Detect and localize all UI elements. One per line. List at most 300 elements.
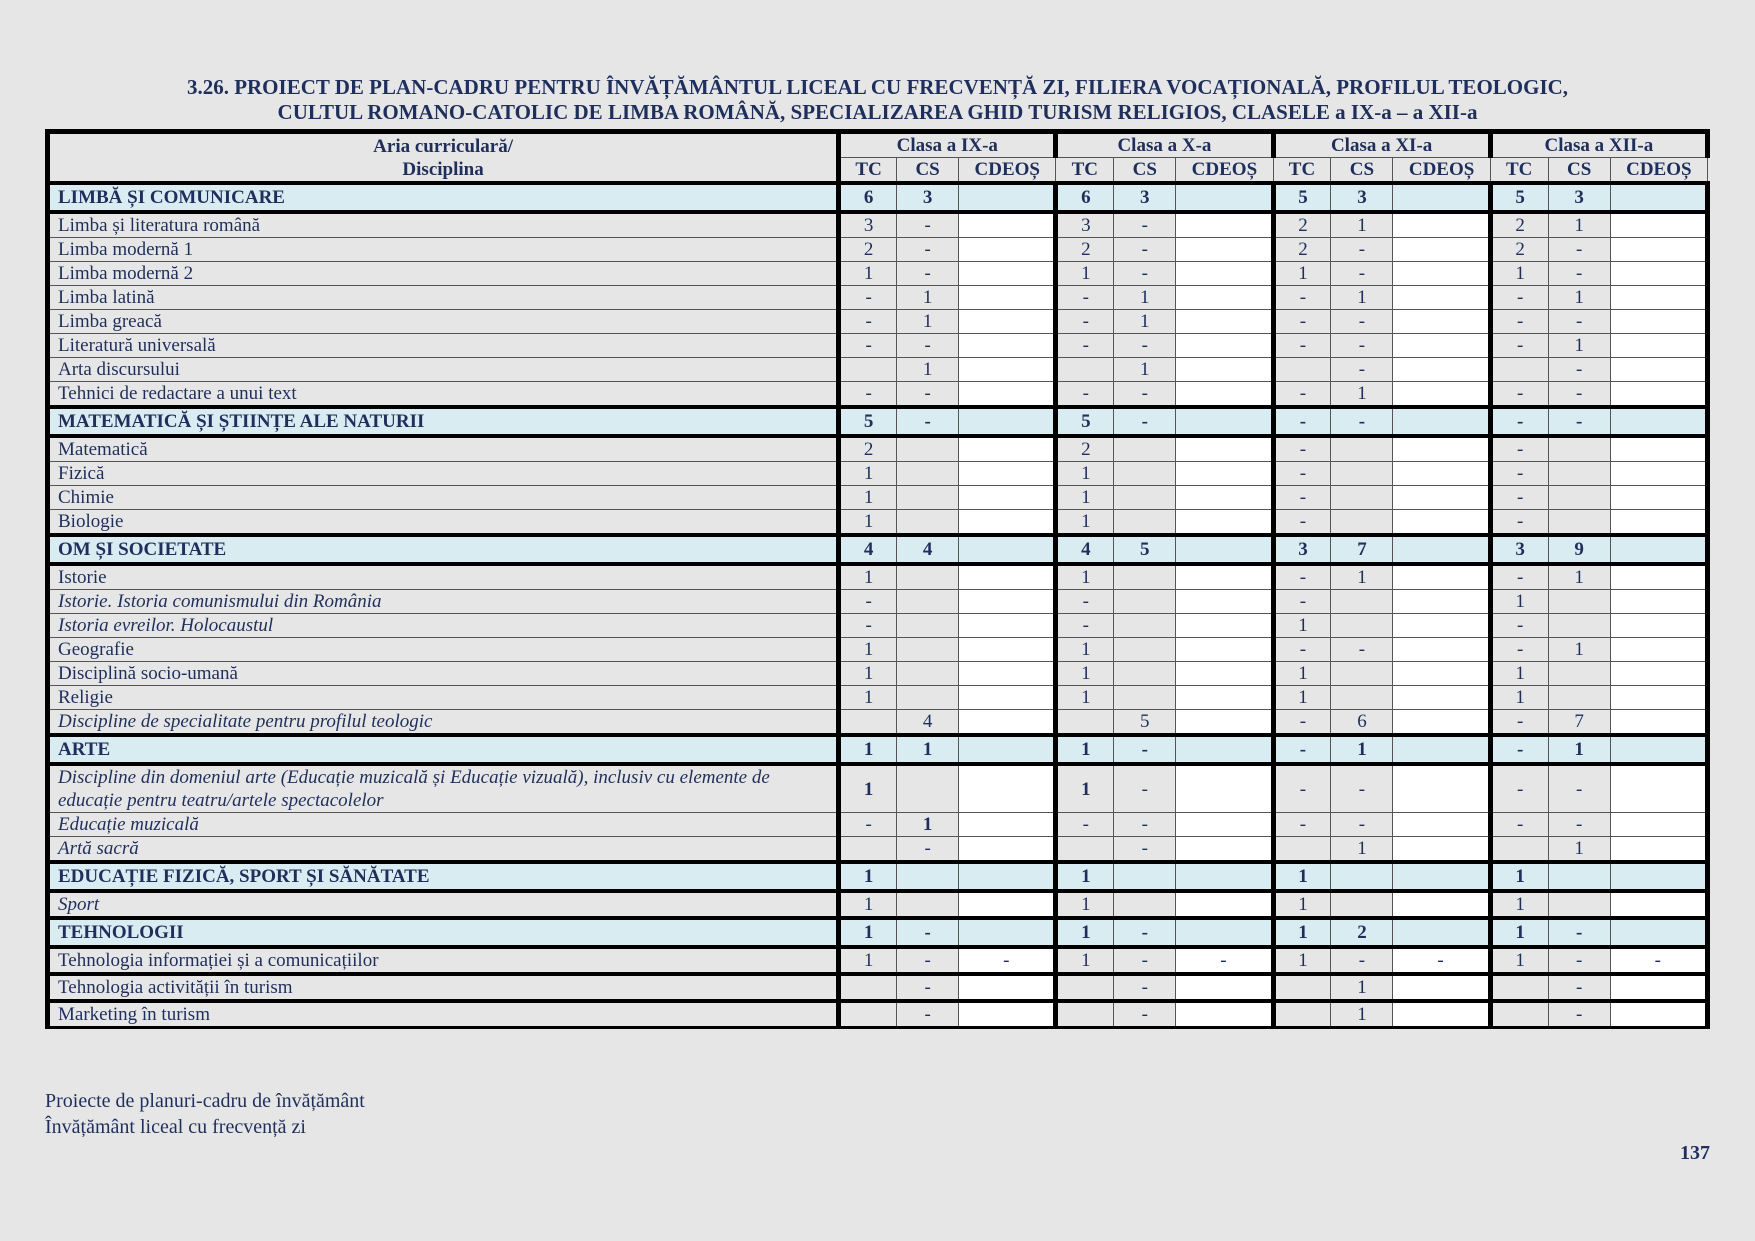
cdeos-cell bbox=[1393, 662, 1490, 686]
cdeos-cell bbox=[1393, 735, 1490, 764]
discipline-name: LIMBĂ ȘI COMUNICARE bbox=[48, 183, 839, 212]
curriculum-table bbox=[45, 129, 1710, 1029]
tc-cell: 5 bbox=[1056, 407, 1114, 436]
cdeos-cell bbox=[959, 764, 1056, 813]
cs-cell: - bbox=[1114, 382, 1176, 408]
cs-cell bbox=[1331, 686, 1393, 710]
cs-cell: 4 bbox=[897, 710, 959, 736]
cdeos-cell bbox=[959, 382, 1056, 408]
table-row bbox=[48, 1001, 1708, 1028]
tc-cell: 1 bbox=[1056, 638, 1114, 662]
tc-cell: - bbox=[1490, 638, 1548, 662]
cs-cell: 3 bbox=[1548, 183, 1610, 212]
cs-cell: 1 bbox=[1548, 638, 1610, 662]
tc-cell: - bbox=[1490, 286, 1548, 310]
tc-cell: 1 bbox=[839, 735, 897, 764]
cs-cell: 3 bbox=[897, 183, 959, 212]
tc-cell: 1 bbox=[839, 947, 897, 974]
cs-cell: - bbox=[1548, 918, 1610, 947]
tc-cell: - bbox=[1490, 407, 1548, 436]
footer-line-2: Învățământ liceal cu frecvență zi bbox=[45, 1116, 306, 1138]
title-line-2: CULTUL ROMANO-CATOLIC DE LIMBA ROMÂNĂ, SPECIALIZAREA GHID TURISM RELIGIOS, CLASELE a IX-a – a XII-a bbox=[277, 100, 1478, 124]
cdeos-cell bbox=[1176, 183, 1273, 212]
cdeos-cell bbox=[1176, 891, 1273, 918]
cdeos-cell bbox=[959, 564, 1056, 590]
cs-cell: 1 bbox=[897, 813, 959, 837]
cdeos-cell bbox=[959, 358, 1056, 382]
cdeos-cell bbox=[959, 813, 1056, 837]
cdeos-cell bbox=[1393, 310, 1490, 334]
tc-cell: 2 bbox=[1490, 238, 1548, 262]
cdeos-cell bbox=[1610, 813, 1707, 837]
tc-cell: - bbox=[1273, 486, 1331, 510]
cdeos-cell bbox=[1610, 735, 1707, 764]
discipline-name: Matematică bbox=[48, 436, 839, 462]
page-number: 137 bbox=[1680, 1142, 1710, 1164]
cs-cell bbox=[1114, 662, 1176, 686]
table-body bbox=[48, 183, 1708, 1028]
cdeos-cell bbox=[959, 837, 1056, 863]
discipline-name: MATEMATICĂ ȘI ȘTIINȚE ALE NATURII bbox=[48, 407, 839, 436]
cs-cell bbox=[1331, 486, 1393, 510]
cdeos-cell bbox=[1393, 462, 1490, 486]
tc-cell: 3 bbox=[839, 212, 897, 238]
cs-cell bbox=[1114, 436, 1176, 462]
cdeos-cell bbox=[1610, 334, 1707, 358]
cdeos-cell bbox=[959, 686, 1056, 710]
cdeos-cell bbox=[1176, 407, 1273, 436]
cs-cell: 3 bbox=[1114, 183, 1176, 212]
tc-cell: - bbox=[1490, 764, 1548, 813]
cs-cell: - bbox=[1114, 947, 1176, 974]
tc-cell: 1 bbox=[839, 638, 897, 662]
cdeos-cell bbox=[1176, 310, 1273, 334]
class-header: Clasa a XII-a bbox=[1490, 132, 1707, 158]
tc-cell: 1 bbox=[1273, 918, 1331, 947]
sub-header-cdeos: CDEOȘ bbox=[959, 158, 1056, 184]
cdeos-cell bbox=[1393, 436, 1490, 462]
cs-cell: 1 bbox=[1331, 735, 1393, 764]
tc-cell bbox=[839, 974, 897, 1001]
cs-cell bbox=[1331, 510, 1393, 536]
table-row bbox=[48, 358, 1708, 382]
table-row bbox=[48, 891, 1708, 918]
tc-cell: 1 bbox=[839, 510, 897, 536]
sub-header-tc: TC bbox=[1056, 158, 1114, 184]
tc-cell bbox=[1273, 1001, 1331, 1028]
cdeos-cell bbox=[959, 286, 1056, 310]
table-row bbox=[48, 662, 1708, 686]
cdeos-cell: - bbox=[1393, 947, 1490, 974]
discipline-name: Limba greacă bbox=[48, 310, 839, 334]
cdeos-cell bbox=[1610, 382, 1707, 408]
cs-cell: 1 bbox=[1331, 1001, 1393, 1028]
discipline-name: TEHNOLOGII bbox=[48, 918, 839, 947]
cdeos-cell bbox=[959, 891, 1056, 918]
cdeos-cell bbox=[1176, 212, 1273, 238]
tc-cell bbox=[1056, 974, 1114, 1001]
table-row bbox=[48, 764, 1708, 813]
sub-header-tc: TC bbox=[839, 158, 897, 184]
cdeos-cell bbox=[1393, 535, 1490, 564]
discipline-name: Educație muzicală bbox=[48, 813, 839, 837]
cs-cell: - bbox=[1548, 764, 1610, 813]
cdeos-cell bbox=[1176, 286, 1273, 310]
cdeos-cell bbox=[1176, 486, 1273, 510]
tc-cell bbox=[839, 837, 897, 863]
cs-cell bbox=[1548, 862, 1610, 891]
cdeos-cell bbox=[1176, 710, 1273, 736]
cs-cell: - bbox=[1331, 358, 1393, 382]
cdeos-cell bbox=[1176, 382, 1273, 408]
discipline-name: Istorie bbox=[48, 564, 839, 590]
tc-cell: 1 bbox=[839, 662, 897, 686]
tc-cell: 2 bbox=[1056, 238, 1114, 262]
cdeos-cell bbox=[1176, 686, 1273, 710]
cs-cell: - bbox=[1548, 1001, 1610, 1028]
cdeos-cell bbox=[959, 1001, 1056, 1028]
cs-cell: - bbox=[897, 947, 959, 974]
cdeos-cell bbox=[1393, 564, 1490, 590]
cdeos-cell bbox=[1610, 891, 1707, 918]
tc-cell: - bbox=[1273, 813, 1331, 837]
tc-cell: - bbox=[1273, 510, 1331, 536]
tc-cell bbox=[1490, 837, 1548, 863]
discipline-name: Limba modernă 2 bbox=[48, 262, 839, 286]
category-row bbox=[48, 918, 1708, 947]
cdeos-cell bbox=[959, 334, 1056, 358]
discipline-name: Istorie. Istoria comunismului din România bbox=[48, 590, 839, 614]
cs-cell: - bbox=[1114, 837, 1176, 863]
tc-cell bbox=[839, 1001, 897, 1028]
cs-cell: - bbox=[1114, 238, 1176, 262]
table-row bbox=[48, 614, 1708, 638]
tc-cell: 1 bbox=[839, 262, 897, 286]
cdeos-cell bbox=[959, 462, 1056, 486]
category-row bbox=[48, 862, 1708, 891]
table-row bbox=[48, 334, 1708, 358]
tc-cell: 1 bbox=[1056, 662, 1114, 686]
tc-cell: 1 bbox=[1490, 891, 1548, 918]
cdeos-cell bbox=[959, 407, 1056, 436]
table-row bbox=[48, 710, 1708, 736]
tc-cell: 6 bbox=[839, 183, 897, 212]
table-row bbox=[48, 974, 1708, 1001]
category-row bbox=[48, 535, 1708, 564]
cs-cell: - bbox=[897, 407, 959, 436]
cdeos-cell bbox=[1393, 334, 1490, 358]
tc-cell: - bbox=[1056, 286, 1114, 310]
table-row bbox=[48, 238, 1708, 262]
tc-cell: - bbox=[1273, 590, 1331, 614]
tc-cell: 6 bbox=[1056, 183, 1114, 212]
cs-cell bbox=[1114, 564, 1176, 590]
cdeos-cell bbox=[1393, 862, 1490, 891]
table-row bbox=[48, 262, 1708, 286]
cs-cell bbox=[1548, 686, 1610, 710]
cs-cell: - bbox=[1548, 262, 1610, 286]
cdeos-cell bbox=[1176, 1001, 1273, 1028]
sub-header-cs: CS bbox=[1548, 158, 1610, 184]
cs-cell: 1 bbox=[1114, 358, 1176, 382]
tc-cell: - bbox=[839, 382, 897, 408]
cs-cell bbox=[1331, 590, 1393, 614]
cdeos-cell bbox=[1176, 590, 1273, 614]
cdeos-cell bbox=[1176, 813, 1273, 837]
tc-cell: 1 bbox=[1490, 662, 1548, 686]
cs-cell bbox=[897, 764, 959, 813]
cs-cell: - bbox=[1548, 238, 1610, 262]
cs-cell: - bbox=[1548, 358, 1610, 382]
cdeos-cell bbox=[1393, 1001, 1490, 1028]
cs-cell: - bbox=[897, 212, 959, 238]
cs-cell: 7 bbox=[1548, 710, 1610, 736]
cs-cell: 4 bbox=[897, 535, 959, 564]
tc-cell: 1 bbox=[839, 918, 897, 947]
sub-header-tc: TC bbox=[1273, 158, 1331, 184]
discipline-name: Religie bbox=[48, 686, 839, 710]
cs-cell: 1 bbox=[1114, 310, 1176, 334]
area-header bbox=[48, 132, 839, 184]
tc-cell: - bbox=[1273, 638, 1331, 662]
category-row bbox=[48, 735, 1708, 764]
cdeos-cell: - bbox=[1176, 947, 1273, 974]
cs-cell: 1 bbox=[897, 358, 959, 382]
tc-cell: - bbox=[1056, 310, 1114, 334]
cs-cell: - bbox=[897, 382, 959, 408]
tc-cell: - bbox=[839, 614, 897, 638]
sub-header-cs: CS bbox=[1114, 158, 1176, 184]
cdeos-cell bbox=[959, 183, 1056, 212]
tc-cell: 1 bbox=[839, 764, 897, 813]
document-title bbox=[45, 75, 1710, 125]
footer-line-1: Proiecte de planuri-cadru de învățământ bbox=[45, 1090, 365, 1112]
cdeos-cell bbox=[1393, 918, 1490, 947]
cs-cell: - bbox=[1548, 813, 1610, 837]
tc-cell: - bbox=[1490, 813, 1548, 837]
cdeos-cell bbox=[1610, 535, 1707, 564]
cdeos-cell bbox=[959, 535, 1056, 564]
cdeos-cell bbox=[1610, 486, 1707, 510]
cs-cell: 1 bbox=[1548, 837, 1610, 863]
cs-cell: - bbox=[1114, 334, 1176, 358]
cs-cell: 5 bbox=[1114, 710, 1176, 736]
cdeos-cell bbox=[1393, 891, 1490, 918]
cdeos-cell bbox=[959, 590, 1056, 614]
tc-cell: 2 bbox=[839, 436, 897, 462]
cdeos-cell bbox=[1176, 358, 1273, 382]
sub-header-cs: CS bbox=[1331, 158, 1393, 184]
tc-cell: - bbox=[1490, 310, 1548, 334]
tc-cell: 1 bbox=[1273, 662, 1331, 686]
cs-cell: 1 bbox=[897, 286, 959, 310]
tc-cell: 1 bbox=[1490, 686, 1548, 710]
tc-cell: 3 bbox=[1490, 535, 1548, 564]
cs-cell bbox=[1114, 686, 1176, 710]
cdeos-cell bbox=[1610, 183, 1707, 212]
cdeos-cell bbox=[959, 662, 1056, 686]
discipline-name: Istoria evreilor. Holocaustul bbox=[48, 614, 839, 638]
cdeos-cell bbox=[1393, 407, 1490, 436]
cs-cell bbox=[897, 564, 959, 590]
cdeos-cell bbox=[1176, 862, 1273, 891]
cdeos-cell bbox=[959, 436, 1056, 462]
tc-cell: 1 bbox=[1056, 564, 1114, 590]
cs-cell: - bbox=[1114, 918, 1176, 947]
tc-cell: 1 bbox=[1490, 862, 1548, 891]
tc-cell: 3 bbox=[1273, 535, 1331, 564]
cs-cell bbox=[1114, 638, 1176, 662]
cdeos-cell bbox=[1610, 436, 1707, 462]
cdeos-cell bbox=[1176, 735, 1273, 764]
tc-cell bbox=[1056, 710, 1114, 736]
cs-cell bbox=[897, 462, 959, 486]
cs-cell bbox=[897, 614, 959, 638]
discipline-name: Discipline de specialitate pentru profilul teologic bbox=[48, 710, 839, 736]
cs-cell: 1 bbox=[1331, 837, 1393, 863]
cs-cell bbox=[1331, 662, 1393, 686]
cs-cell: - bbox=[1114, 1001, 1176, 1028]
cdeos-cell bbox=[1393, 382, 1490, 408]
cdeos-cell bbox=[1176, 262, 1273, 286]
tc-cell: 1 bbox=[1490, 590, 1548, 614]
cdeos-cell bbox=[1610, 614, 1707, 638]
cs-cell: - bbox=[897, 918, 959, 947]
tc-cell: 1 bbox=[839, 891, 897, 918]
header-row-classes bbox=[48, 132, 1708, 158]
discipline-name: Tehnologia informației și a comunicațiilor bbox=[48, 947, 839, 974]
cdeos-cell bbox=[1610, 510, 1707, 536]
table-row bbox=[48, 486, 1708, 510]
cdeos-cell bbox=[959, 974, 1056, 1001]
cdeos-cell bbox=[1176, 918, 1273, 947]
cdeos-cell bbox=[1176, 238, 1273, 262]
cdeos-cell bbox=[1176, 334, 1273, 358]
cs-cell: - bbox=[1548, 310, 1610, 334]
cs-cell bbox=[1548, 891, 1610, 918]
cdeos-cell bbox=[1176, 764, 1273, 813]
tc-cell: - bbox=[1273, 735, 1331, 764]
cs-cell: - bbox=[1548, 947, 1610, 974]
cs-cell: - bbox=[1331, 262, 1393, 286]
class-header: Clasa a X-a bbox=[1056, 132, 1273, 158]
table-row bbox=[48, 286, 1708, 310]
cdeos-cell bbox=[1176, 462, 1273, 486]
tc-cell: 5 bbox=[1273, 183, 1331, 212]
cs-cell: 7 bbox=[1331, 535, 1393, 564]
cdeos-cell: - bbox=[959, 947, 1056, 974]
cs-cell bbox=[1114, 462, 1176, 486]
cdeos-cell bbox=[1176, 510, 1273, 536]
table-row bbox=[48, 638, 1708, 662]
tc-cell: - bbox=[1273, 334, 1331, 358]
table-row bbox=[48, 310, 1708, 334]
cs-cell bbox=[1548, 436, 1610, 462]
tc-cell: 1 bbox=[1056, 862, 1114, 891]
tc-cell: 1 bbox=[1273, 891, 1331, 918]
tc-cell: 1 bbox=[1056, 486, 1114, 510]
cs-cell: - bbox=[1331, 764, 1393, 813]
cdeos-cell bbox=[1393, 510, 1490, 536]
cs-cell: - bbox=[1331, 407, 1393, 436]
cdeos-cell bbox=[1176, 837, 1273, 863]
class-header: Clasa a XI-a bbox=[1273, 132, 1490, 158]
sub-header-cdeos: CDEOȘ bbox=[1176, 158, 1273, 184]
cs-cell: - bbox=[897, 974, 959, 1001]
tc-cell: - bbox=[839, 813, 897, 837]
cdeos-cell bbox=[1610, 638, 1707, 662]
sub-header-tc: TC bbox=[1490, 158, 1548, 184]
table-row bbox=[48, 564, 1708, 590]
tc-cell: 1 bbox=[1490, 918, 1548, 947]
cdeos-cell bbox=[1393, 212, 1490, 238]
tc-cell: 1 bbox=[1273, 614, 1331, 638]
cs-cell bbox=[1114, 510, 1176, 536]
discipline-name: Biologie bbox=[48, 510, 839, 536]
cs-cell bbox=[897, 436, 959, 462]
cs-cell bbox=[1331, 462, 1393, 486]
tc-cell bbox=[839, 358, 897, 382]
cs-cell bbox=[1331, 436, 1393, 462]
tc-cell: 1 bbox=[1056, 891, 1114, 918]
discipline-name: Artă sacră bbox=[48, 837, 839, 863]
cs-cell: 1 bbox=[1548, 286, 1610, 310]
tc-cell: - bbox=[1056, 813, 1114, 837]
cdeos-cell bbox=[959, 710, 1056, 736]
tc-cell: - bbox=[1273, 462, 1331, 486]
tc-cell: 1 bbox=[1056, 262, 1114, 286]
discipline-name: Discipline din domeniul arte (Educație muzicală și Educație vizuală), inclusiv cu elemente de educație pentru teatru/artele spectacolelor bbox=[48, 764, 839, 813]
cs-cell: - bbox=[1114, 764, 1176, 813]
cdeos-cell bbox=[1393, 764, 1490, 813]
cdeos-cell bbox=[1393, 614, 1490, 638]
tc-cell bbox=[1273, 358, 1331, 382]
cs-cell: - bbox=[897, 238, 959, 262]
cs-cell: - bbox=[1548, 407, 1610, 436]
cs-cell bbox=[1548, 462, 1610, 486]
tc-cell: - bbox=[839, 310, 897, 334]
tc-cell: - bbox=[839, 590, 897, 614]
area-header-line-1: Aria curriculară/ bbox=[373, 135, 513, 157]
cdeos-cell bbox=[1610, 590, 1707, 614]
tc-cell: - bbox=[1273, 564, 1331, 590]
tc-cell bbox=[1056, 358, 1114, 382]
tc-cell bbox=[1273, 974, 1331, 1001]
discipline-name: Limba și literatura română bbox=[48, 212, 839, 238]
cs-cell: - bbox=[1114, 813, 1176, 837]
tc-cell: 2 bbox=[1273, 238, 1331, 262]
cs-cell bbox=[897, 862, 959, 891]
tc-cell: 3 bbox=[1056, 212, 1114, 238]
tc-cell: 2 bbox=[1490, 212, 1548, 238]
discipline-name: Chimie bbox=[48, 486, 839, 510]
sub-header-cdeos: CDEOȘ bbox=[1393, 158, 1490, 184]
tc-cell: 1 bbox=[1056, 462, 1114, 486]
cdeos-cell bbox=[1610, 837, 1707, 863]
cdeos-cell bbox=[959, 862, 1056, 891]
table-row bbox=[48, 462, 1708, 486]
discipline-name: Tehnici de redactare a unui text bbox=[48, 382, 839, 408]
tc-cell: 1 bbox=[1056, 947, 1114, 974]
cdeos-cell bbox=[959, 735, 1056, 764]
tc-cell: 2 bbox=[839, 238, 897, 262]
cs-cell: 1 bbox=[1331, 564, 1393, 590]
cdeos-cell bbox=[959, 212, 1056, 238]
sub-header-cs: CS bbox=[897, 158, 959, 184]
table-row bbox=[48, 590, 1708, 614]
tc-cell: - bbox=[1273, 310, 1331, 334]
tc-cell: 1 bbox=[1490, 262, 1548, 286]
